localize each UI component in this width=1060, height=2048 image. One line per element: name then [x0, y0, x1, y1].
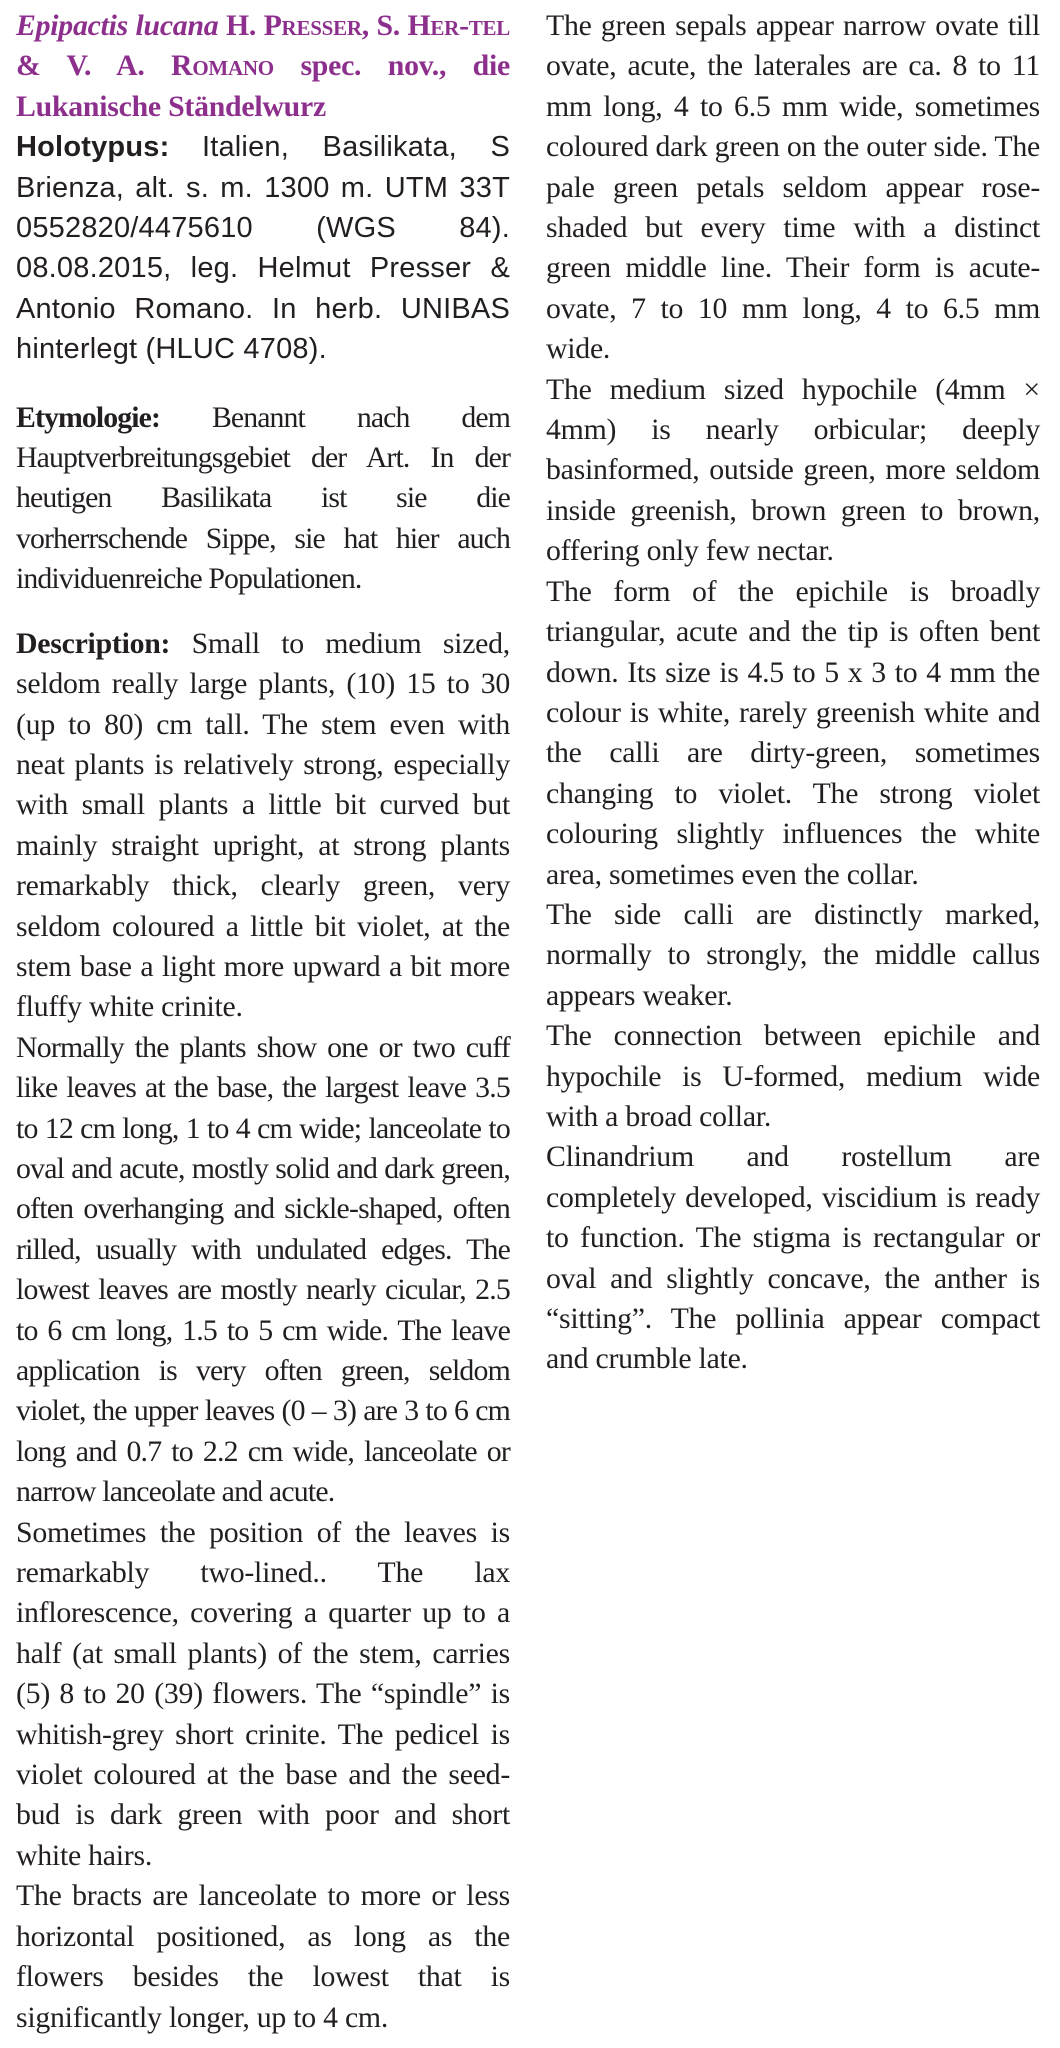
species-title-suffix: spec. nov., die Lukanische Ständelwurz [16, 49, 511, 123]
description-paragraph-9: The connection between epichile and hypochile is U-formed, medium wide with a broad collar. [546, 1019, 1040, 1133]
description-paragraph-4: The bracts are lanceolate to more or less horizontal positioned, as long as the flowers besides the lowest that is significantly longer, up to 4 cm. [16, 1879, 510, 2034]
description-label: Description: [16, 626, 171, 660]
etymologie-text: Benannt nach dem Hauptverbreitungsgebiet der Art. In der heutigen Basilikata ist sie die vorherrschende Sippe, sie hat hier auch individuenreiche Populationen. [16, 400, 510, 596]
etymologie-label: Etymologie: [16, 400, 161, 434]
right-column [546, 6, 1040, 2048]
description-paragraph-6: The medium sized hypochile (4mm × 4mm) is nearly orbicular; deeply basinformed, outside green, more seldom inside greenish, brown green to brown, offering only few nectar. [546, 372, 1040, 568]
description-text-1: Small to medium sized, seldom really large plants, (10) 15 to 30 (up to 80) cm tall. The stem even with neat plants is relatively strong, especially with small plants a little bit curved but mainly straight upright, at strong plants remarkably thick, clearly green, very seldom coloured a little bit violet, at the stem base a light more upward a bit more fluffy white crinite. [16, 626, 510, 1024]
holotypus-text: Italien, Basilikata, S Brienza, alt. s. m. 1300 m. UTM 33T 0552820/4475610 (WGS 84). 08.08.2015, leg. Helmut Presser & Antonio Romano. In herb. UNIBAS hinterlegt (HLUC 4708). [16, 131, 510, 366]
description-paragraph-8: The side calli are distinctly marked, normally to strongly, the middle callus appears weaker. [546, 897, 1040, 1012]
holotypus-paragraph [16, 127, 510, 369]
description-paragraph-2: Normally the plants show one or two cuff like leaves at the base, the largest leave 3.5 to 12 cm long, 1 to 4 cm wide; lanceolate to oval and acute, mostly solid and dark green, often overhanging and sickle-shaped, often rilled, usually with undulated edges. The lowest leaves are mostly nearly cicular, 2.5 to 6 cm long, 1.5 to 5 cm wide. The leave application is very often green, seldom violet, the upper leaves (0 – 3) are 3 to 6 cm long and 0.7 to 2.2 cm wide, lanceolate or narrow lanceolate and acute. [16, 1030, 510, 1509]
description-paragraph-3: Sometimes the position of the leaves is remarkably two-lined.. The lax inflorescence, covering a quarter up to a half (at small plants) of the stem, carries (5) 8 to 20 (39) flowers. The “spindle” is whitish-grey short crinite. The pedicel is violet coloured at the base and the seed-bud is dark green with poor and short white hairs. [16, 1515, 510, 1872]
etymologie-paragraph [16, 398, 510, 600]
description-paragraph-5: The green sepals appear narrow ovate till ovate, acute, the laterales are ca. 8 to 11 mm long, 4 to 6.5 mm wide, sometimes coloured dark green on the outer side. The pale green petals seldom appear rose-shaded but every time with a distinct green middle line. Their form is acute-ovate, 7 to 10 mm long, 4 to 6.5 mm wide. [546, 9, 1040, 366]
description-paragraph-7: The form of the epichile is broadly triangular, acute and the tip is often bent down. Its size is 4.5 to 5 x 3 to 4 mm the colour is white, rarely greenish white and the calli are dirty-green, sometimes changing to violet. The strong violet colouring slightly influences the white area, sometimes even the collar. [546, 574, 1040, 891]
species-name: Epipactis lucana [16, 9, 219, 42]
species-authors: H. Presser, S. Her-tel & V. A. Romano [16, 9, 511, 83]
species-title [16, 6, 510, 127]
holotypus-label: Holotypus: [16, 131, 170, 164]
description-paragraph-10: Clinandrium and rostellum are completely developed, viscidium is ready to function. The stigma is rectangular or oval and slightly concave, the anther is “sitting”. The pollinia appear compact and crumble late. [546, 1140, 1040, 1376]
left-column [16, 6, 510, 2048]
description-paragraph-1 [16, 624, 510, 1028]
